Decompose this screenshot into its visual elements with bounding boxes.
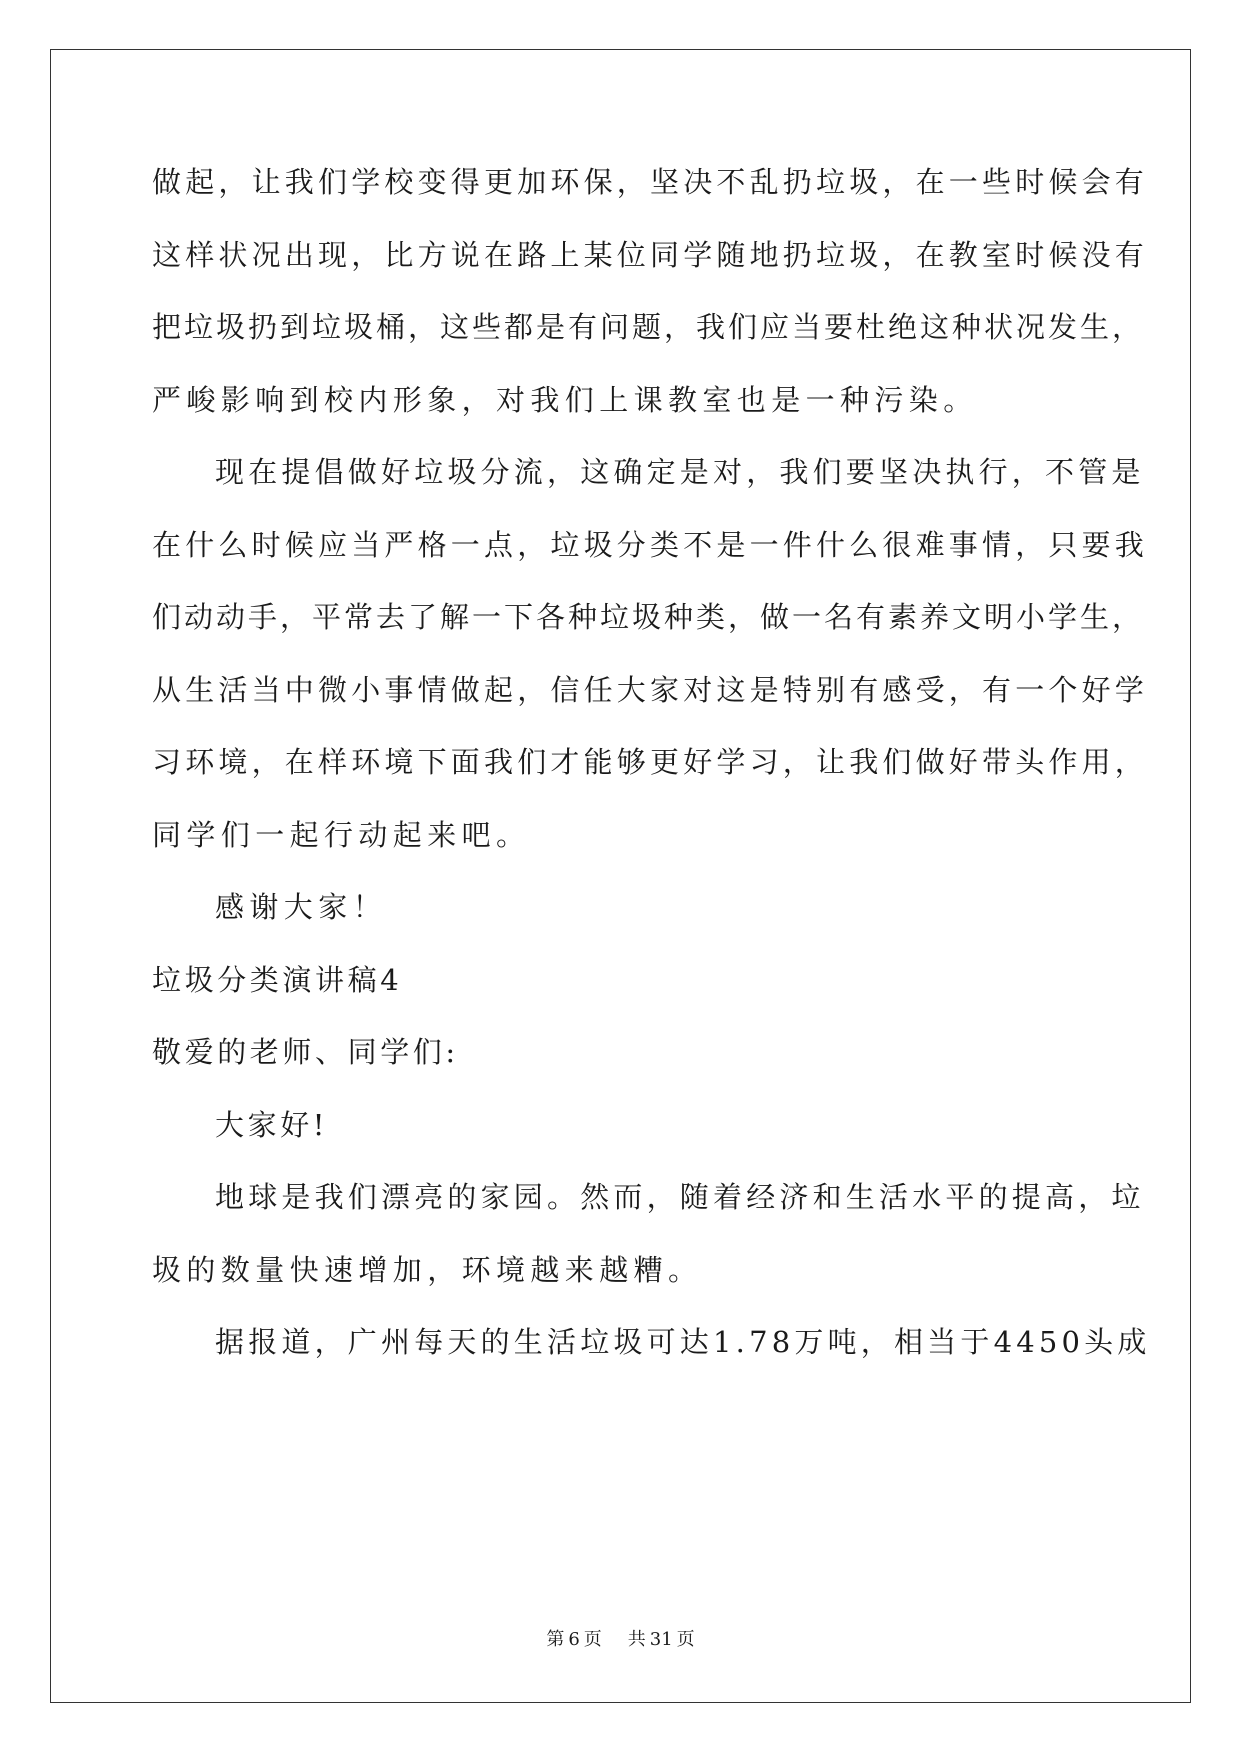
section-heading: 垃圾分类演讲稿4 — [152, 963, 403, 997]
page-footer — [0, 1628, 1241, 1652]
total-pages: 31 — [649, 1629, 673, 1650]
page-number: 6 — [568, 1629, 580, 1650]
text-line: 现在提倡做好垃圾分流，这确定是对，我们要坚决执行，不管是 — [215, 455, 1145, 489]
text-line: 据报道，广州每天的生活垃圾可达1.78万吨，相当于4450头成 — [215, 1325, 1151, 1359]
page-suffix: 页 — [583, 1629, 602, 1650]
text-line: 从生活当中微小事情做起，信任大家对这是特别有感受，有一个好学 — [152, 673, 1149, 707]
total-suffix: 页 — [676, 1629, 695, 1650]
text-line: 圾的数量快速增加，环境越来越糟。 — [152, 1253, 703, 1287]
page-prefix: 第 — [546, 1629, 565, 1650]
page-border — [50, 49, 1191, 1703]
text-line: 习环境，在样环境下面我们才能够更好学习，让我们做好带头作用， — [152, 745, 1149, 779]
text-line: 把垃圾扔到垃圾桶，这些都是有问题，我们应当要杜绝这种状况发生， — [152, 310, 1145, 344]
total-prefix: 共 — [627, 1629, 646, 1650]
text-line: 严峻影响到校内形象，对我们上课教室也是一种污染。 — [152, 383, 978, 417]
text-line: 同学们一起行动起来吧。 — [152, 818, 531, 852]
text-line: 们动动手，平常去了解一下各种垃圾种类，做一名有素养文明小学生， — [152, 600, 1145, 634]
text-line: 感谢大家！ — [215, 890, 388, 924]
text-line: 地球是我们漂亮的家园。然而，随着经济和生活水平的提高，垃 — [215, 1180, 1145, 1214]
greeting: 大家好! — [215, 1108, 329, 1142]
text-line: 做起，让我们学校变得更加环保，坚决不乱扔垃圾，在一些时候会有 — [152, 165, 1149, 199]
text-line: 在什么时候应当严格一点，垃圾分类不是一件什么很难事情，只要我 — [152, 528, 1149, 562]
text-line: 这样状况出现，比方说在路上某位同学随地扔垃圾，在教室时候没有 — [152, 238, 1149, 272]
salutation: 敬爱的老师、同学们: — [152, 1035, 459, 1069]
